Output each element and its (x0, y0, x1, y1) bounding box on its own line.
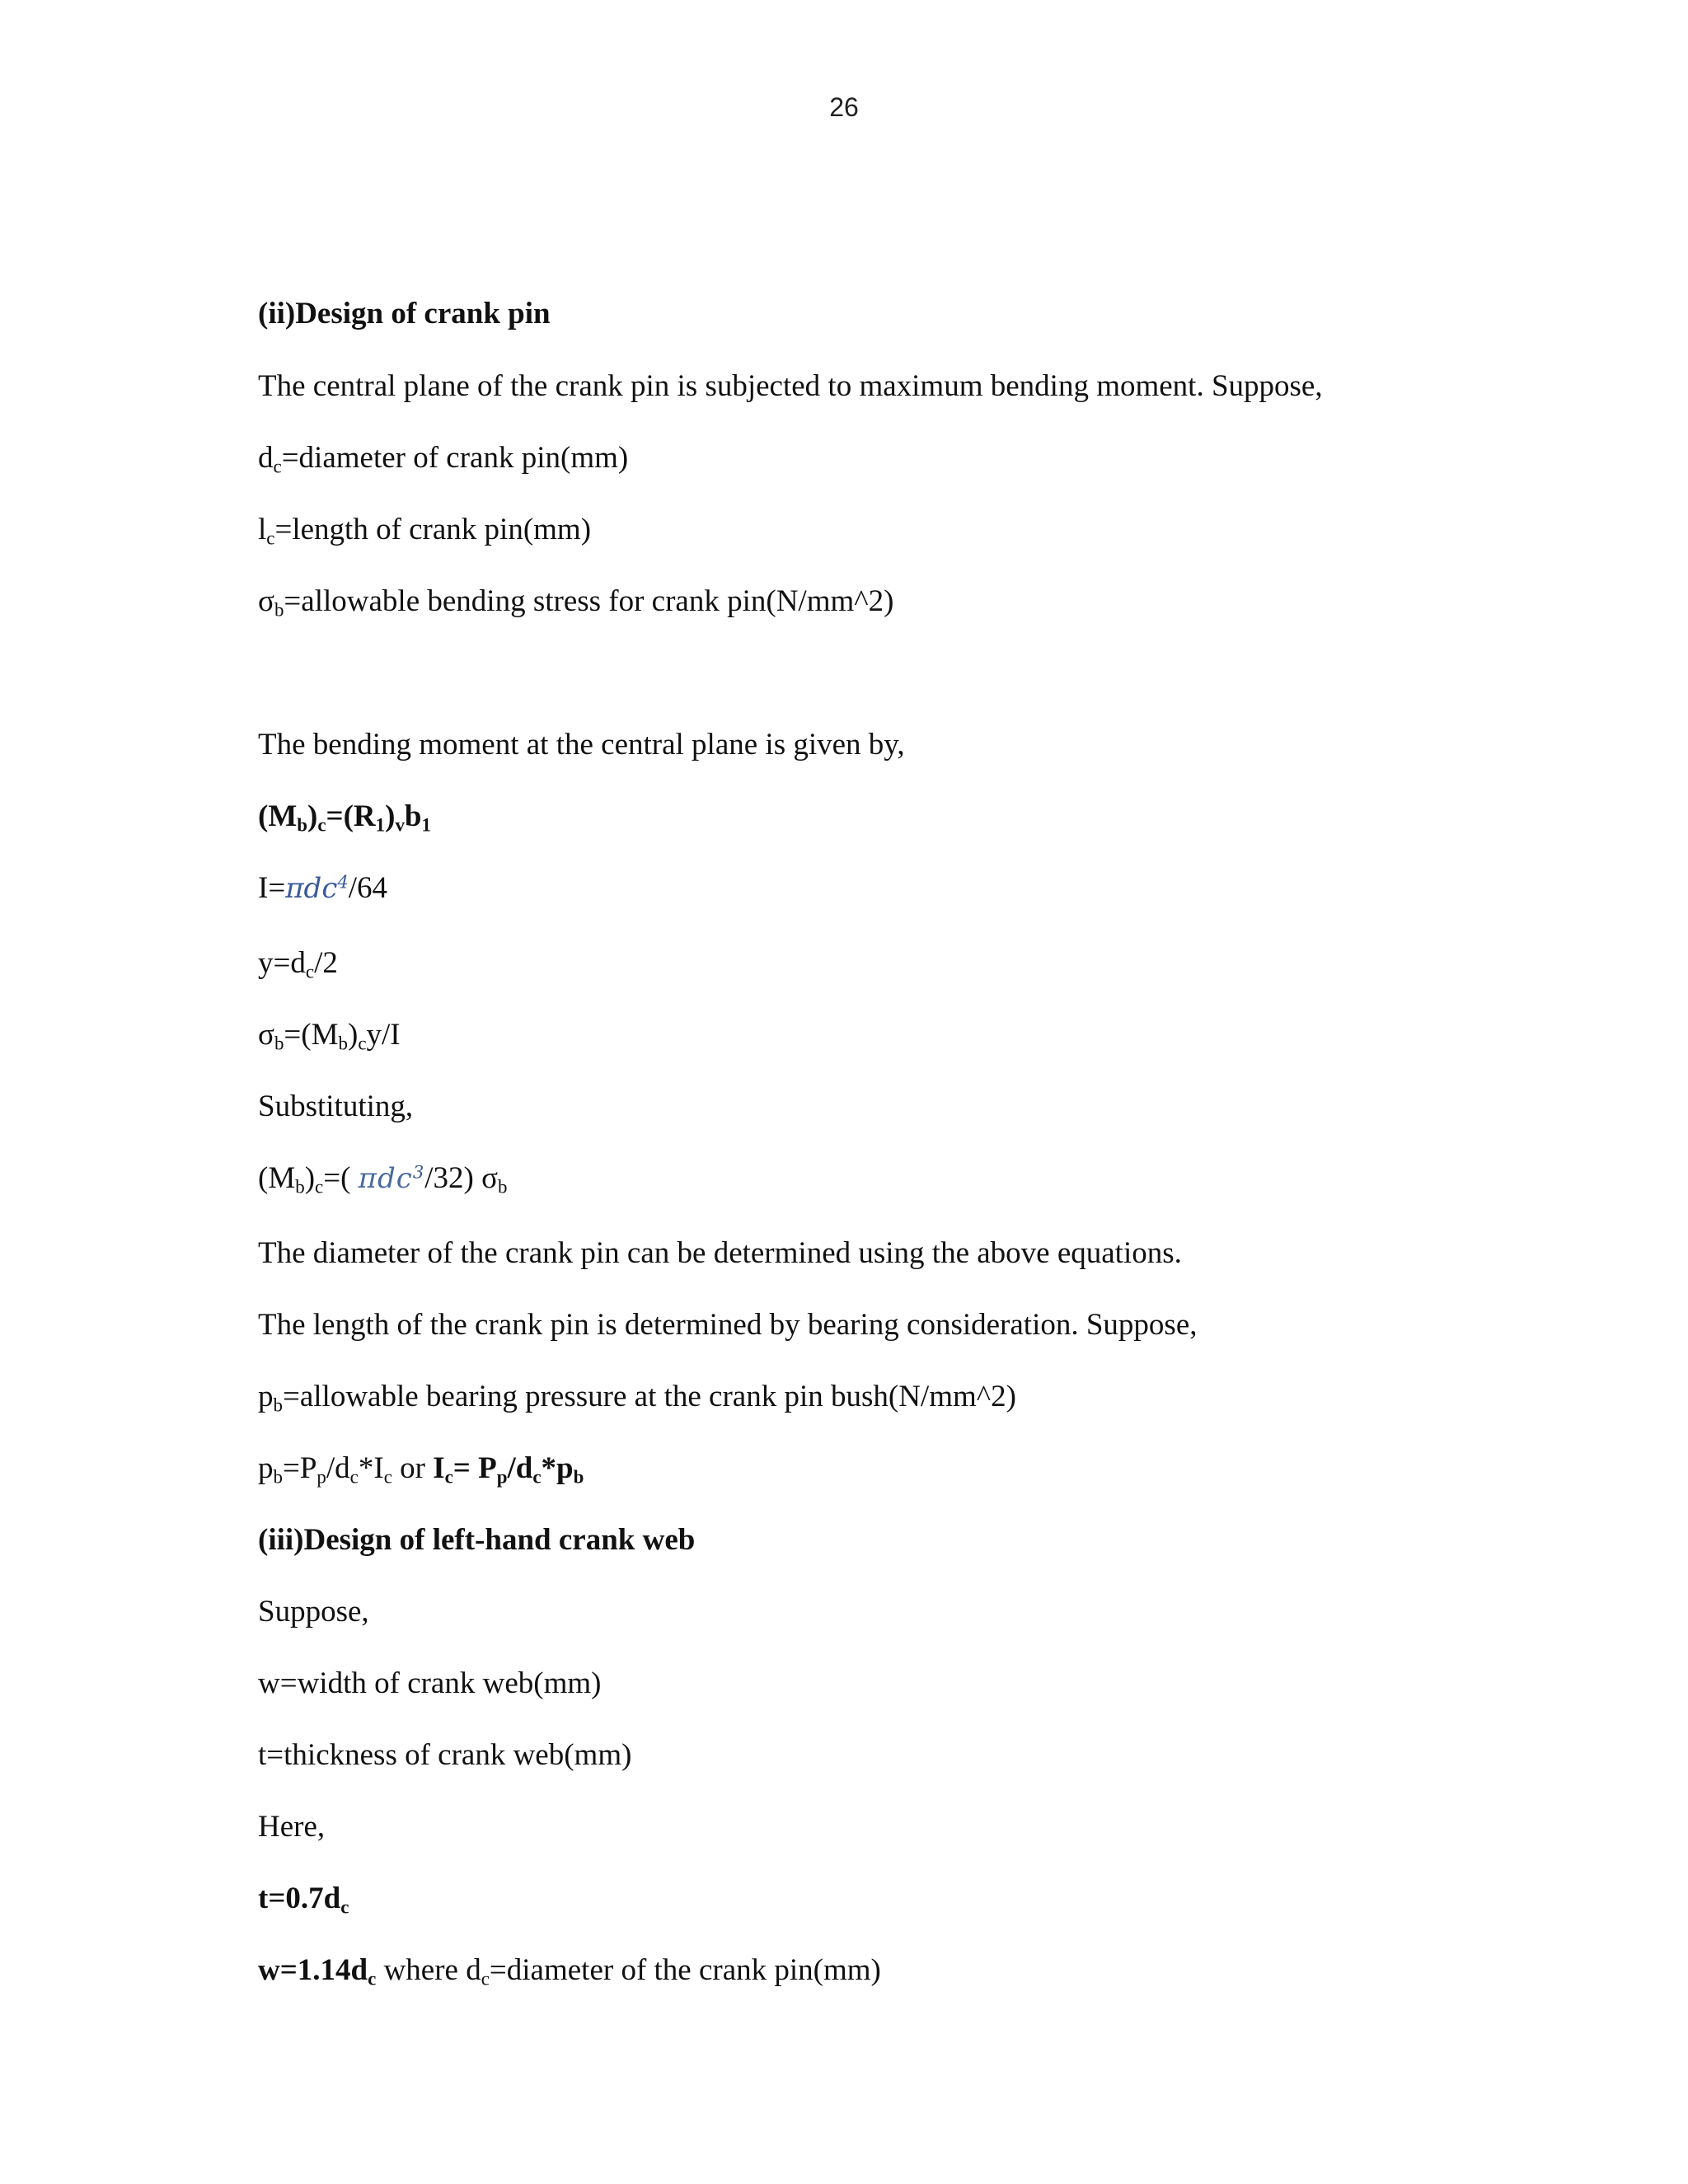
eq-part: /d (326, 1451, 350, 1485)
var: l (258, 513, 267, 546)
eq-part: w=1.14d (258, 1953, 368, 1987)
eq-part: ) (307, 799, 318, 833)
eq-part: *p (541, 1451, 574, 1485)
eq-sub: b (295, 1176, 305, 1197)
eq-sub: c (383, 1466, 392, 1488)
eq-sub: v (395, 814, 405, 836)
suppose-label: Suppose, (258, 1595, 369, 1629)
eq-sub: c (317, 814, 326, 836)
eq-sub: c (315, 1176, 324, 1197)
eq-sub: c (444, 1466, 453, 1488)
eq-part: I (433, 1451, 445, 1485)
var: d (258, 441, 274, 475)
eq-part: =(R (326, 799, 376, 833)
var: σ (258, 584, 274, 618)
pb-definition (258, 1380, 1016, 1416)
subscript: c (273, 456, 282, 477)
eq-part: (M (258, 1161, 296, 1195)
pi-dc-text: πdc (358, 1162, 413, 1195)
eq-sub: c (358, 1033, 367, 1054)
definition-text: =allowable bending stress for crank pin(N/mm^2) (284, 584, 894, 618)
bearing-pressure-equation (258, 1451, 584, 1488)
eq-part: =diameter of the crank pin(mm) (489, 1953, 881, 1987)
eq-part: (M (258, 799, 298, 833)
eq-part: I= (258, 871, 286, 905)
moment-of-inertia-equation (258, 873, 387, 903)
eq-part: ) (347, 1018, 359, 1052)
eq-part: /d (507, 1451, 533, 1485)
eq-part: =( (323, 1161, 359, 1195)
length-formula-bold (433, 1451, 584, 1488)
eq-sub: b (573, 1466, 584, 1488)
substituted-moment-equation (258, 1161, 508, 1197)
length-note: The length of the crank pin is determined by bearing consideration. Suppose, (258, 1308, 1198, 1342)
eq-sub: c (349, 1466, 359, 1488)
eq-sub: c (532, 1466, 542, 1488)
eq-sub: c (340, 1896, 349, 1918)
var: p (258, 1380, 274, 1413)
eq-part: *I (358, 1451, 384, 1485)
eq-sub: c (305, 961, 315, 982)
eq-sub: 1 (421, 814, 431, 836)
eq-sub: b (498, 1176, 508, 1197)
sigma-definition (258, 584, 894, 621)
eq-sub: p (316, 1466, 326, 1488)
definition-text: =diameter of crank pin(mm) (281, 441, 629, 475)
eq-part: /2 (314, 946, 338, 980)
eq-part: or (392, 1451, 434, 1485)
page-number: 26 (829, 92, 859, 122)
pi-dc-formula-image (285, 872, 349, 905)
eq-part: =P (282, 1451, 317, 1485)
eq-part: =(M (284, 1018, 339, 1052)
here-label: Here, (258, 1810, 326, 1844)
eq-sub: b (338, 1033, 348, 1054)
diameter-note: The diameter of the crank pin can be determined using the above equations. (258, 1236, 1182, 1270)
eq-part: /32) σ (424, 1161, 499, 1195)
eq-part: b (404, 799, 422, 833)
eq-part: = P (452, 1451, 497, 1485)
eq-sub: b (273, 1466, 283, 1488)
subscript: b (273, 1394, 283, 1416)
pi-dc-text: πdc (285, 872, 338, 905)
heading-crank-web: (iii)Design of left-hand crank web (258, 1523, 696, 1557)
eq-part: ) (385, 799, 396, 833)
width-formula-bold (258, 1953, 377, 1990)
eq-part: σ (258, 1018, 274, 1052)
eq-sub: p (496, 1466, 508, 1488)
thickness-equation (258, 1882, 349, 1918)
eq-sub: b (297, 814, 308, 836)
eq-part: t=0.7d (258, 1882, 341, 1915)
eq-part: y=d (258, 946, 306, 980)
t-definition: t=thickness of crank web(mm) (258, 1738, 632, 1772)
bending-moment-equation (258, 799, 431, 836)
stress-equation (258, 1018, 401, 1054)
eq-part: y/I (366, 1018, 401, 1052)
eq-sub: c (481, 1968, 490, 1990)
width-equation (258, 1953, 881, 1990)
y-equation (258, 946, 338, 982)
exponent: 4 (337, 871, 349, 893)
eq-part: p (258, 1451, 274, 1485)
eq-part: /64 (348, 871, 388, 905)
dc-definition (258, 441, 629, 477)
exponent: 3 (412, 1161, 425, 1183)
definition-text: =allowable bearing pressure at the crank pin bush(N/mm^2) (282, 1380, 1016, 1413)
w-definition: w=width of crank web(mm) (258, 1666, 602, 1700)
eq-part: where d (376, 1953, 481, 1987)
pi-dc-formula-image (359, 1162, 425, 1195)
heading-crank-pin: (ii)Design of crank pin (258, 297, 551, 330)
eq-part: ) (304, 1161, 316, 1195)
lc-definition (258, 513, 592, 549)
subscript: b (274, 599, 284, 621)
eq-sub: b (274, 1033, 284, 1054)
substituting-label: Substituting, (258, 1090, 414, 1123)
eq-sub: 1 (375, 814, 386, 836)
bending-intro: The bending moment at the central plane is given by, (258, 728, 905, 762)
eq-sub: c (368, 1968, 377, 1990)
subscript: c (266, 527, 275, 549)
intro-text: The central plane of the crank pin is subjected to maximum bending moment. Suppose, (258, 369, 1323, 403)
definition-text: =length of crank pin(mm) (274, 513, 592, 546)
